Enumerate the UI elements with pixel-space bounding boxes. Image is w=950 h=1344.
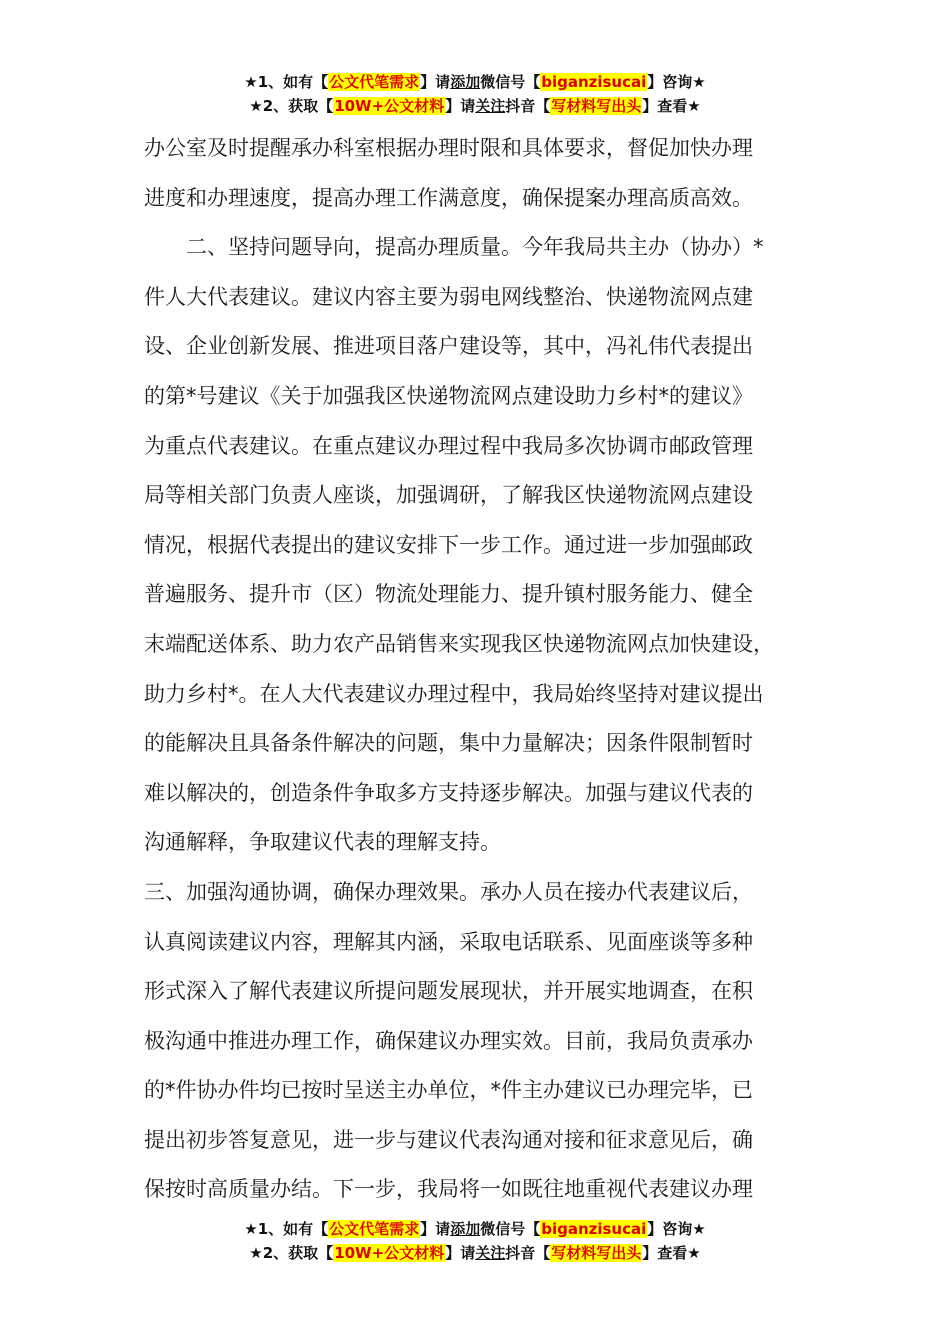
promo-text: ★2、获取【 [249,1244,334,1262]
body-line: 进度和办理速度，提高办理工作满意度，确保提案办理高质高效。 [144,185,753,210]
body-line: 情况，根据代表提出的建议安排下一步工作。通过进一步加强邮政 [144,532,753,557]
body-line: 的能解决且具备条件解决的问题，集中力量解决；因条件限制暂时 [144,731,753,756]
promo-text: ★1、如有【 [244,1220,329,1238]
promo-highlight: 写材料写出头 [551,1244,642,1262]
promo-underlined: 添加 [450,1220,481,1238]
body-line: 为重点代表建议。在重点建议办理过程中我局多次协调市邮政管理 [144,433,753,458]
promo-underlined: 关注 [475,1244,506,1262]
promo-text: 】请 [420,73,451,91]
section-heading-line: 二、坚持问题导向，提高办理质量。今年我局共主办（协办）* [186,235,764,260]
promo-text: 抖音【 [505,97,551,115]
promo-highlight: biganzisucai [541,73,647,91]
promo-text: 抖音【 [505,1244,551,1262]
body-line: 末端配送体系、助力农产品销售来实现我区快递物流网点加快建设， [144,631,774,656]
promo-highlight: 10W+公文材料 [334,1244,445,1262]
promo-underlined: 添加 [450,73,481,91]
header-promo-banner [0,70,950,118]
body-line: 沟通解释，争取建议代表的理解支持。 [144,830,501,855]
body-line: 保按时高质量办结。下一步，我局将一如既往地重视代表建议办理 [144,1177,753,1202]
section-heading-line: 三、加强沟通协调，确保办理效果。承办人员在接办代表建议后， [144,879,753,904]
promo-text: ★2、获取【 [249,97,334,115]
promo-highlight: 10W+公文材料 [334,97,445,115]
promo-text: 微信号【 [480,73,541,91]
promo-line-2 [0,94,950,118]
promo-text: 】请 [445,97,476,115]
footer-promo-banner [0,1217,950,1265]
document-body [144,124,834,1215]
promo-highlight: 公文代笔需求 [329,73,420,91]
body-line: 局等相关部门负责人座谈，加强调研，了解我区快递物流网点建设 [144,483,753,508]
promo-text: 】查看★ [642,97,701,115]
body-line: 的*件协办件均已按时呈送主办单位，*件主办建议已办理完毕，已 [144,1078,753,1103]
promo-line-1 [0,70,950,94]
promo-line-1 [0,1217,950,1241]
promo-highlight: biganzisucai [541,1220,647,1238]
body-line: 普遍服务、提升市（区）物流处理能力、提升镇村服务能力、健全 [144,582,753,607]
promo-text: 】请 [420,1220,451,1238]
promo-text: ★1、如有【 [244,73,329,91]
body-line: 认真阅读建议内容，理解其内涵，采取电话联系、见面座谈等多种 [144,929,753,954]
promo-line-2 [0,1241,950,1265]
body-line: 设、企业创新发展、推进项目落户建设等，其中，冯礼伟代表提出 [144,334,753,359]
promo-text: 】咨询★ [647,73,706,91]
promo-highlight: 写材料写出头 [551,97,642,115]
body-line: 难以解决的，创造条件争取多方支持逐步解决。加强与建议代表的 [144,780,753,805]
body-line: 形式深入了解代表建议所提问题发展现状，并开展实地调查，在积 [144,979,753,1004]
body-line: 件人大代表建议。建议内容主要为弱电网线整治、快递物流网点建 [144,284,753,309]
promo-text: 】查看★ [642,1244,701,1262]
body-line: 办公室及时提醒承办科室根据办理时限和具体要求，督促加快办理 [144,136,753,160]
promo-text: 】请 [445,1244,476,1262]
body-line: 的第*号建议《关于加强我区快递物流网点建设助力乡村*的建议》 [144,383,753,408]
promo-text: 】咨询★ [647,1220,706,1238]
body-line: 提出初步答复意见，进一步与建议代表沟通对接和征求意见后，确 [144,1127,753,1152]
promo-underlined: 关注 [475,97,506,115]
promo-highlight: 公文代笔需求 [329,1220,420,1238]
body-line: 极沟通中推进办理工作，确保建议办理实效。目前，我局负责承办 [144,1028,753,1053]
body-line: 助力乡村*。在人大代表建议办理过程中，我局始终坚持对建议提出 [144,681,764,706]
promo-text: 微信号【 [480,1220,541,1238]
